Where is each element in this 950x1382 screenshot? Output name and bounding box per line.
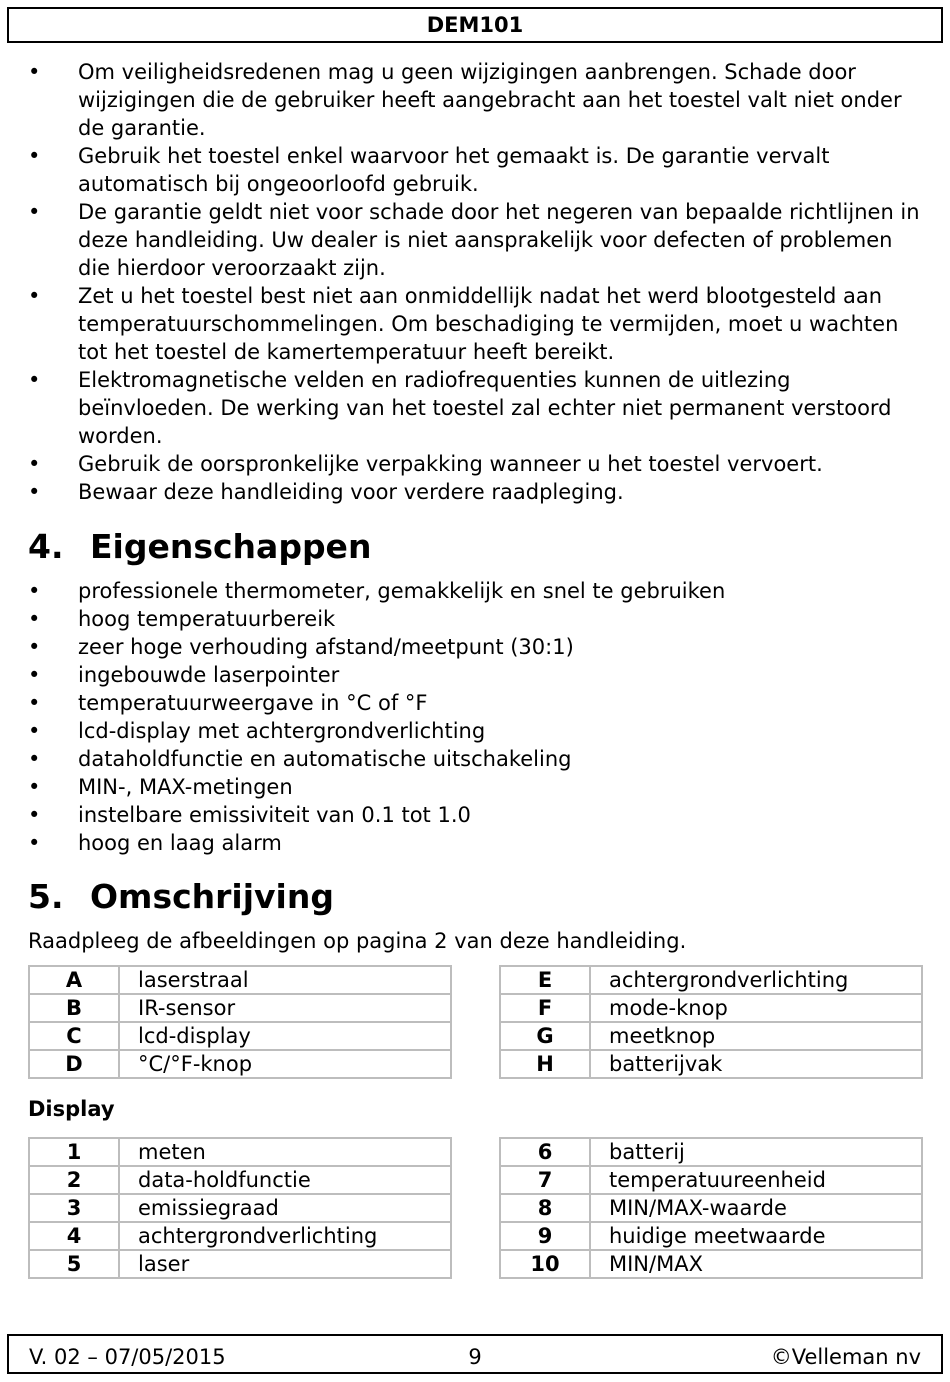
parts-table-left: [28, 965, 452, 1079]
table-row: [500, 1138, 922, 1166]
table-row: [29, 1250, 451, 1278]
display-key: 4: [29, 1222, 119, 1250]
part-key: H: [500, 1050, 590, 1078]
list-item: • Om veiligheidsredenen mag u geen wijzigingen aanbrengen. Schade door wijzigingen die de gebruiker heeft aangebracht aan het toestel valt niet onder de garantie.: [28, 60, 902, 140]
section-number: 5.: [28, 877, 64, 916]
part-label: lcd-display: [119, 1022, 451, 1050]
display-key: 10: [500, 1250, 590, 1278]
bullet-icon: •: [28, 60, 41, 84]
part-label: mode-knop: [590, 994, 922, 1022]
header-title: DEM101: [426, 13, 524, 37]
table-row: [500, 1250, 922, 1278]
display-label: data-holdfunctie: [119, 1166, 451, 1194]
table-row: [500, 1050, 922, 1078]
page-header: [7, 7, 943, 43]
part-key: F: [500, 994, 590, 1022]
bullet-icon: •: [28, 200, 41, 224]
table-row: [29, 1022, 451, 1050]
display-key: 7: [500, 1166, 590, 1194]
footer-page-number: 9: [468, 1345, 482, 1369]
bullet-icon: •: [28, 635, 41, 659]
list-item: • lcd-display met achtergrondverlichting: [28, 719, 486, 743]
bullet-icon: •: [28, 803, 41, 827]
table-row: [29, 994, 451, 1022]
section-5-heading: [28, 877, 334, 916]
footer-version: V. 02 – 07/05/2015: [29, 1345, 226, 1369]
part-label: laserstraal: [119, 966, 451, 994]
list-item: • instelbare emissiviteit van 0.1 tot 1.0: [28, 803, 471, 827]
display-table-left: [28, 1137, 452, 1279]
display-key: 8: [500, 1194, 590, 1222]
bullet-icon: •: [28, 719, 41, 743]
part-label: °C/°F-knop: [119, 1050, 451, 1078]
bullet-icon: •: [28, 368, 41, 392]
table-row: [29, 1222, 451, 1250]
part-label: batterijvak: [590, 1050, 922, 1078]
section-title: Eigenschappen: [90, 527, 372, 566]
list-item: • hoog temperatuurbereik: [28, 607, 336, 631]
display-label: MIN/MAX: [590, 1250, 922, 1278]
table-row: [29, 1166, 451, 1194]
part-key: A: [29, 966, 119, 994]
list-item: • Zet u het toestel best niet aan onmiddellijk nadat het werd blootgesteld aan temperatuurschommelingen. Om beschadiging te vermijden, moet u wachten tot het toestel de kamertemperatuur heeft bereikt.: [28, 284, 899, 364]
part-label: IR-sensor: [119, 994, 451, 1022]
list-item: • De garantie geldt niet voor schade door het negeren van bepaalde richtlijnen in deze handleiding. Uw dealer is niet aansprakelijk voor defecten of problemen die hierdoor veroorzaakt zijn.: [28, 200, 920, 280]
bullet-icon: •: [28, 480, 41, 504]
display-key: 5: [29, 1250, 119, 1278]
page-footer: [7, 1334, 943, 1374]
display-label: achtergrondverlichting: [119, 1222, 451, 1250]
bullet-icon: •: [28, 452, 41, 476]
display-label: emissiegraad: [119, 1194, 451, 1222]
safety-list: [28, 58, 928, 506]
table-row: [500, 994, 922, 1022]
list-item: • Bewaar deze handleiding voor verdere raadpleging.: [28, 480, 624, 504]
section-title: Omschrijving: [90, 877, 334, 916]
list-item: • Gebruik de oorspronkelijke verpakking wanneer u het toestel vervoert.: [28, 452, 823, 476]
bullet-icon: •: [28, 831, 41, 855]
display-key: 1: [29, 1138, 119, 1166]
list-item: • professionele thermometer, gemakkelijk en snel te gebruiken: [28, 579, 726, 603]
display-key: 3: [29, 1194, 119, 1222]
display-key: 9: [500, 1222, 590, 1250]
display-key: 2: [29, 1166, 119, 1194]
list-item: • zeer hoge verhouding afstand/meetpunt (30:1): [28, 635, 574, 659]
section-number: 4.: [28, 527, 64, 566]
table-row: [500, 1166, 922, 1194]
bullet-icon: •: [28, 144, 41, 168]
bullet-icon: •: [28, 691, 41, 715]
bullet-icon: •: [28, 607, 41, 631]
table-row: [29, 1194, 451, 1222]
section-4-heading: [28, 527, 371, 566]
list-item: • MIN-, MAX-metingen: [28, 775, 293, 799]
footer-copyright: ©Velleman nv: [770, 1345, 921, 1369]
part-key: G: [500, 1022, 590, 1050]
display-label: laser: [119, 1250, 451, 1278]
display-subheading: Display: [28, 1097, 115, 1121]
bullet-icon: •: [28, 775, 41, 799]
bullet-icon: •: [28, 747, 41, 771]
bullet-icon: •: [28, 284, 41, 308]
section-intro: Raadpleeg de afbeeldingen op pagina 2 van deze handleiding.: [28, 929, 687, 953]
part-key: D: [29, 1050, 119, 1078]
list-item: • temperatuurweergave in °C of °F: [28, 691, 428, 715]
display-key: 6: [500, 1138, 590, 1166]
bullet-icon: •: [28, 663, 41, 687]
table-row: [29, 966, 451, 994]
table-row: [500, 966, 922, 994]
display-label: batterij: [590, 1138, 922, 1166]
list-item: • dataholdfunctie en automatische uitschakeling: [28, 747, 572, 771]
table-row: [500, 1222, 922, 1250]
parts-table-right: [499, 965, 923, 1079]
part-key: B: [29, 994, 119, 1022]
display-label: huidige meetwaarde: [590, 1222, 922, 1250]
list-item: • ingebouwde laserpointer: [28, 663, 340, 687]
features-list: [28, 577, 928, 857]
display-table-right: [499, 1137, 923, 1279]
list-item: • hoog en laag alarm: [28, 831, 282, 855]
list-item: • Elektromagnetische velden en radiofrequenties kunnen de uitlezing beïnvloeden. De werking van het toestel zal echter niet permanent verstoord worden.: [28, 368, 892, 448]
display-label: MIN/MAX-waarde: [590, 1194, 922, 1222]
table-row: [500, 1022, 922, 1050]
display-label: temperatuureenheid: [590, 1166, 922, 1194]
part-label: meetknop: [590, 1022, 922, 1050]
table-row: [29, 1050, 451, 1078]
table-row: [500, 1194, 922, 1222]
list-item: • Gebruik het toestel enkel waarvoor het gemaakt is. De garantie vervalt automatisch bij ongeoorloofd gebruik.: [28, 144, 830, 196]
part-key: E: [500, 966, 590, 994]
part-key: C: [29, 1022, 119, 1050]
part-label: achtergrondverlichting: [590, 966, 922, 994]
table-row: [29, 1138, 451, 1166]
display-label: meten: [119, 1138, 451, 1166]
bullet-icon: •: [28, 579, 41, 603]
